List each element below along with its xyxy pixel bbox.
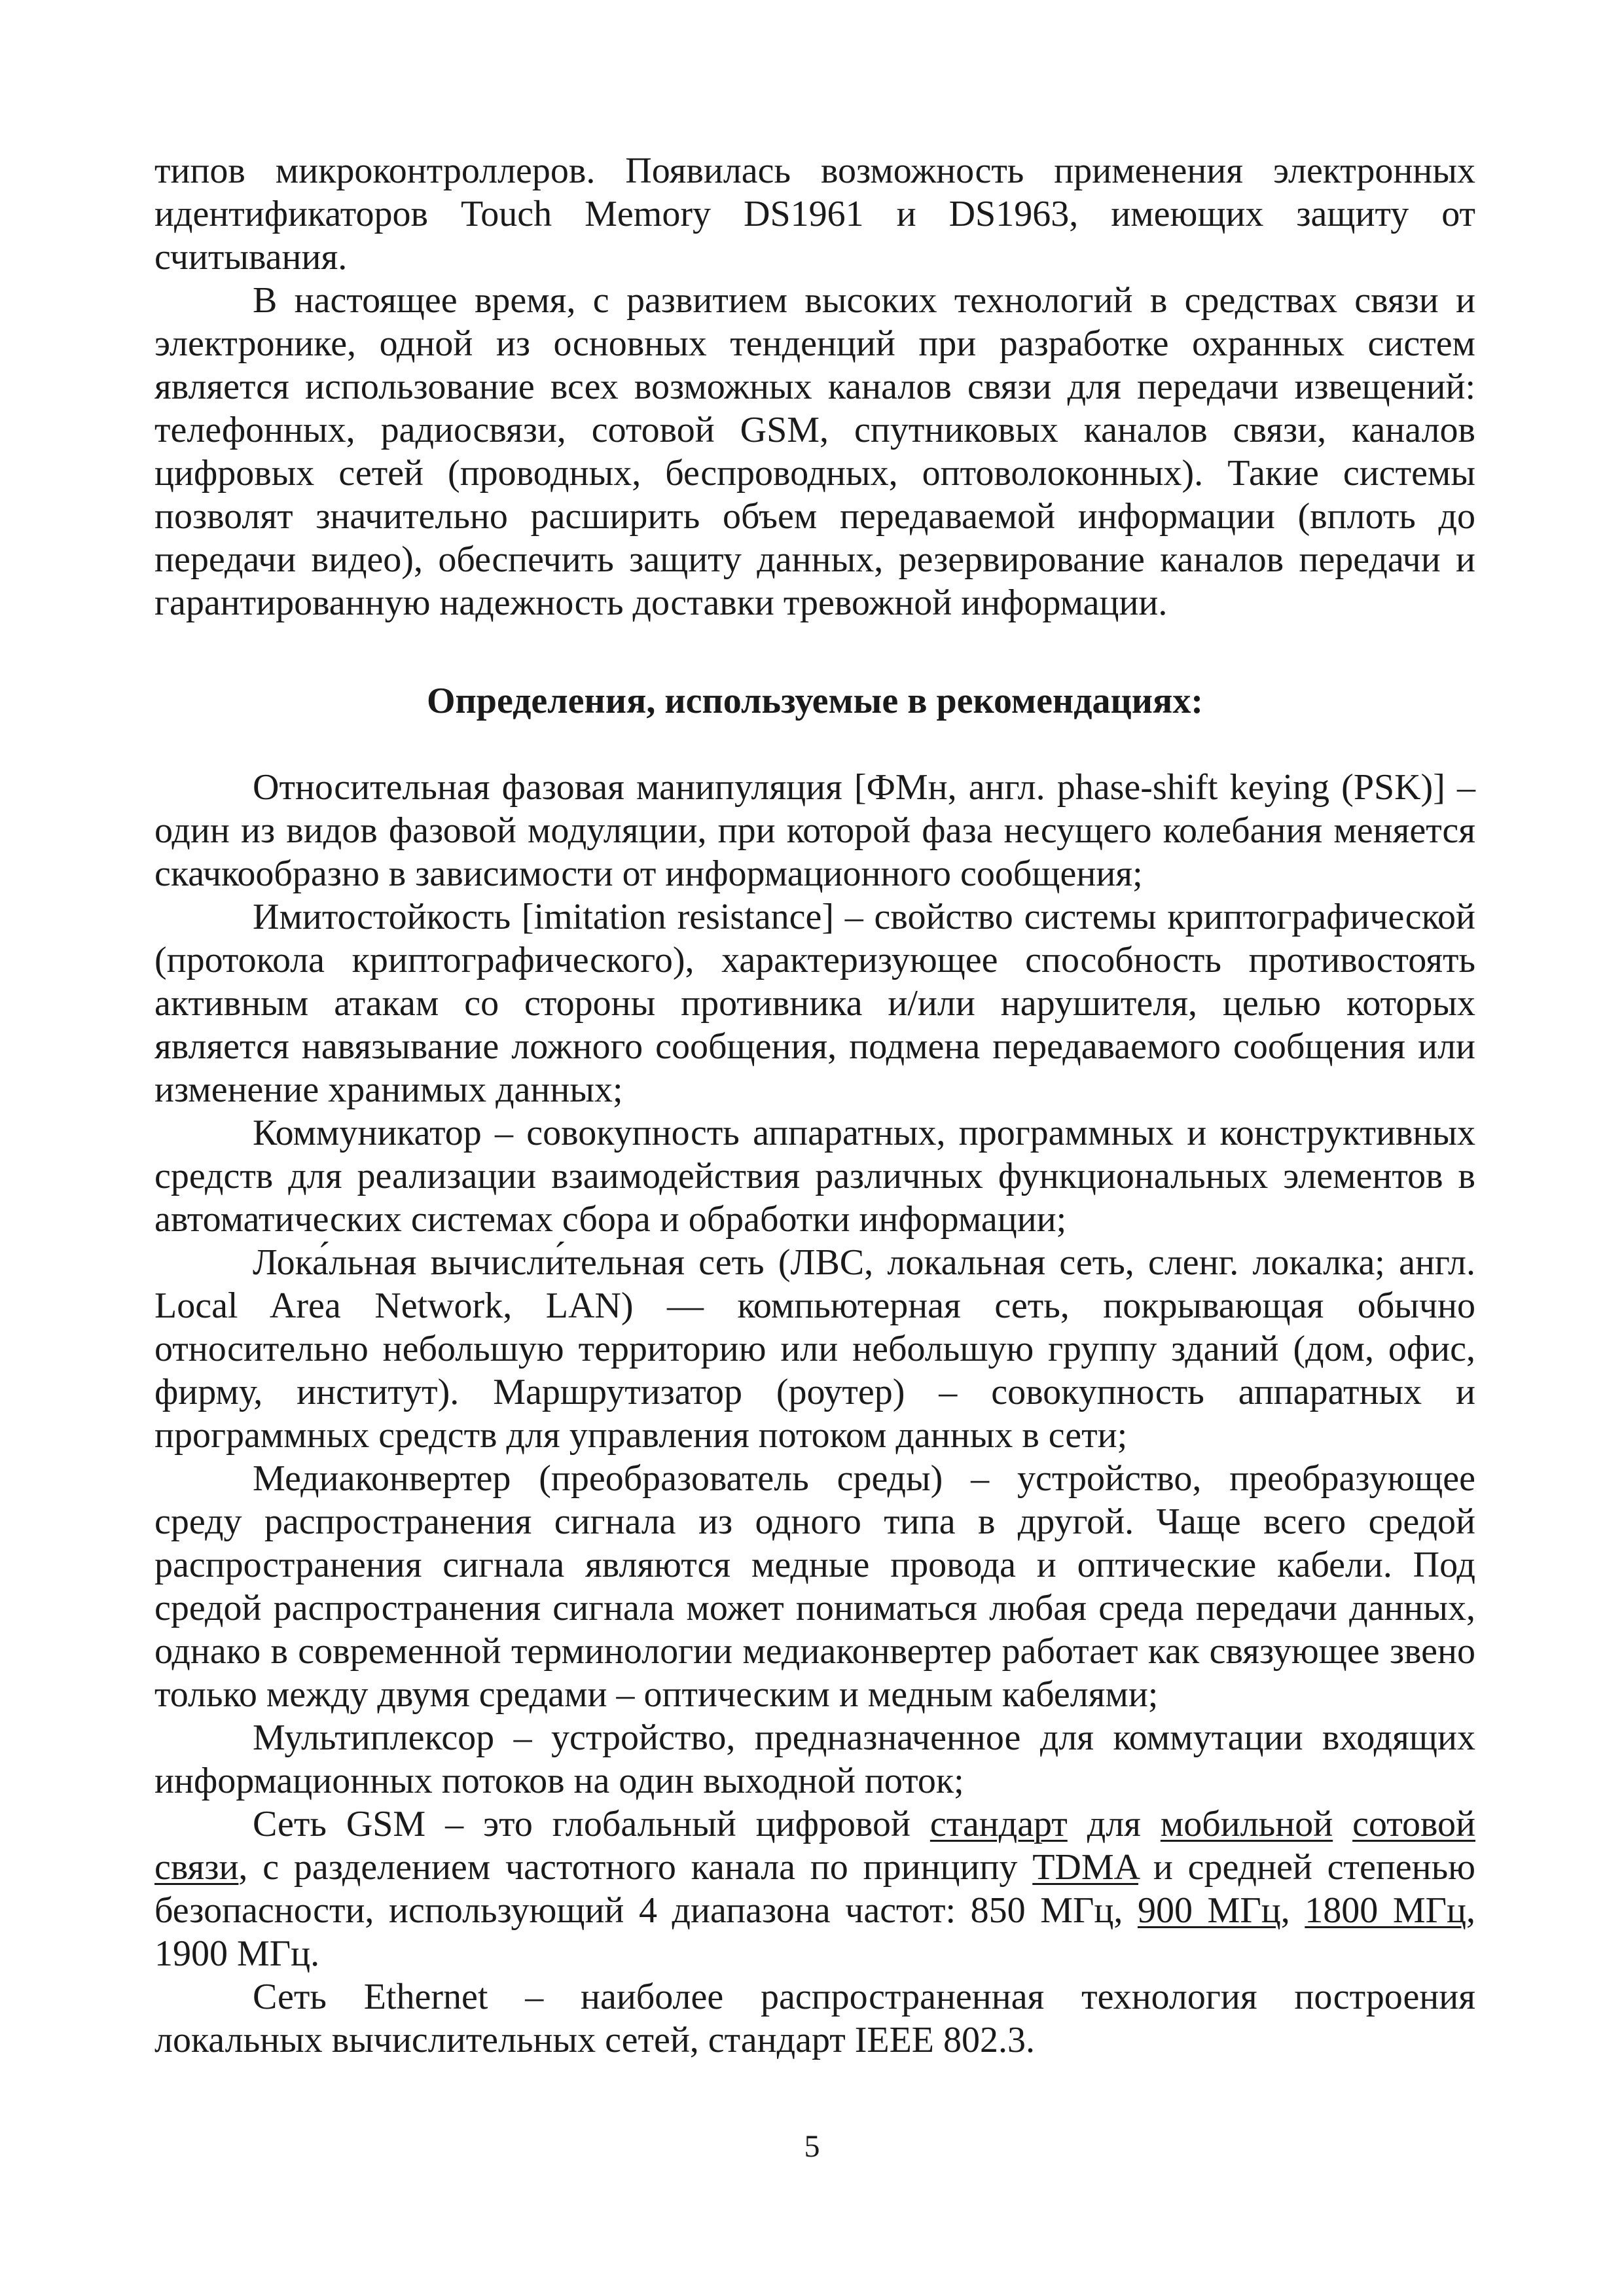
- link-cellular-communication[interactable]: сотовой связи: [154, 1804, 1475, 1888]
- gsm-text: , 1900 МГц.: [154, 1890, 1476, 1974]
- definition-lan: Лока́льная вычисли́тельная сеть (ЛВС, локальная сеть, сленг. локалка; англ. Local Area Network, LAN) — компьютерная сеть, покрывающая обычно относительно небольшую территорию или небольшую группу зданий (дом, офис, фирму, институт). Маршрутизатор (роутер) – совокупность аппаратных и программных средств для управления потоком данных в сети;: [154, 1242, 1475, 1456]
- gsm-text: для: [1067, 1804, 1161, 1844]
- link-900-mhz[interactable]: 900 МГц: [1137, 1890, 1281, 1931]
- link-standard[interactable]: стандарт: [929, 1804, 1068, 1844]
- definition-gsm: [154, 1803, 1475, 1975]
- gsm-text: и средней степенью безопасности, использующий 4 диапазона частот: 850 МГц,: [154, 1847, 1475, 1931]
- gsm-text: Сеть GSM – это глобальный цифровой: [253, 1804, 930, 1844]
- link-mobile[interactable]: мобильной: [1160, 1804, 1333, 1844]
- section-heading: Определения, используемые в рекомендациях:: [426, 681, 1203, 721]
- definition-psk: Относительная фазовая манипуляция [ФМн, англ. phase-shift keying (PSK)] – один из видов фазовой модуляции, при которой фаза несущего колебания меняется скачкообразно в зависимости от информационного сообщения;: [154, 767, 1475, 894]
- paragraph-intro-continuation: типов микроконтроллеров. Появилась возможность применения электронных идентификаторов Touch Memory DS1961 и DS1963, имеющих защиту от считывания.: [154, 151, 1475, 278]
- definition-media-converter: Медиаконвертер (преобразователь среды) – устройство, преобразующее среду распространения сигнала из одного типа в другой. Чаще всего средой распространения сигнала являются медные провода и оптические кабели. Под средой распространения сигнала может пониматься любая среда передачи данных, однако в современной терминологии медиаконвертер работает как связующее звено только между двумя средами – оптическим и медным кабелями;: [154, 1458, 1475, 1715]
- link-1800-mhz[interactable]: 1800 МГц: [1305, 1890, 1467, 1931]
- gsm-text: ,: [1280, 1890, 1305, 1931]
- gsm-text: [1333, 1804, 1352, 1844]
- definition-communicator: Коммуникатор – совокупность аппаратных, программных и конструктивных средств для реализации взаимодействия различных функциональных элементов в автоматических системах сбора и обработки информации;: [154, 1113, 1475, 1240]
- page-number: 5: [804, 2129, 820, 2164]
- definition-multiplexer: Мультиплексор – устройство, предназначенное для коммутации входящих информационных потоков на один выходной поток;: [154, 1717, 1475, 1801]
- link-tdma[interactable]: TDMA: [1032, 1847, 1139, 1888]
- paragraph-communication-trends: В настоящее время, с развитием высоких технологий в средствах связи и электронике, одной из основных тенденций при разработке охранных систем является использование всех возможных каналов связи для передачи извещений: телефонных, радиосвязи, сотовой GSM, спутниковых каналов связи, каналов цифровых сетей (проводных, беспроводных, оптоволоконных). Такие системы позволят значительно расширить объем передаваемой информации (вплоть до передачи видео), обеспечить защиту данных, резервирование каналов передачи и гарантированную надежность доставки тревожной информации.: [154, 280, 1475, 623]
- gsm-text: , с разделением частотного канала по принципу: [238, 1847, 1033, 1888]
- document-page: [154, 149, 1475, 2062]
- definition-imitation-resistance: Имитостойкость [imitation resistance] – свойство системы криптографической (протокола криптографического), характеризующее способность противостоять активным атакам со стороны противника и/или нарушителя, целью которых является навязывание ложного сообщения, подмена передаваемого сообщения или изменение хранимых данных;: [154, 897, 1475, 1110]
- definition-ethernet: Сеть Ethernet – наиболее распространенная технология построения локальных вычислительных сетей, стандарт IEEE 802.3.: [154, 1977, 1475, 2060]
